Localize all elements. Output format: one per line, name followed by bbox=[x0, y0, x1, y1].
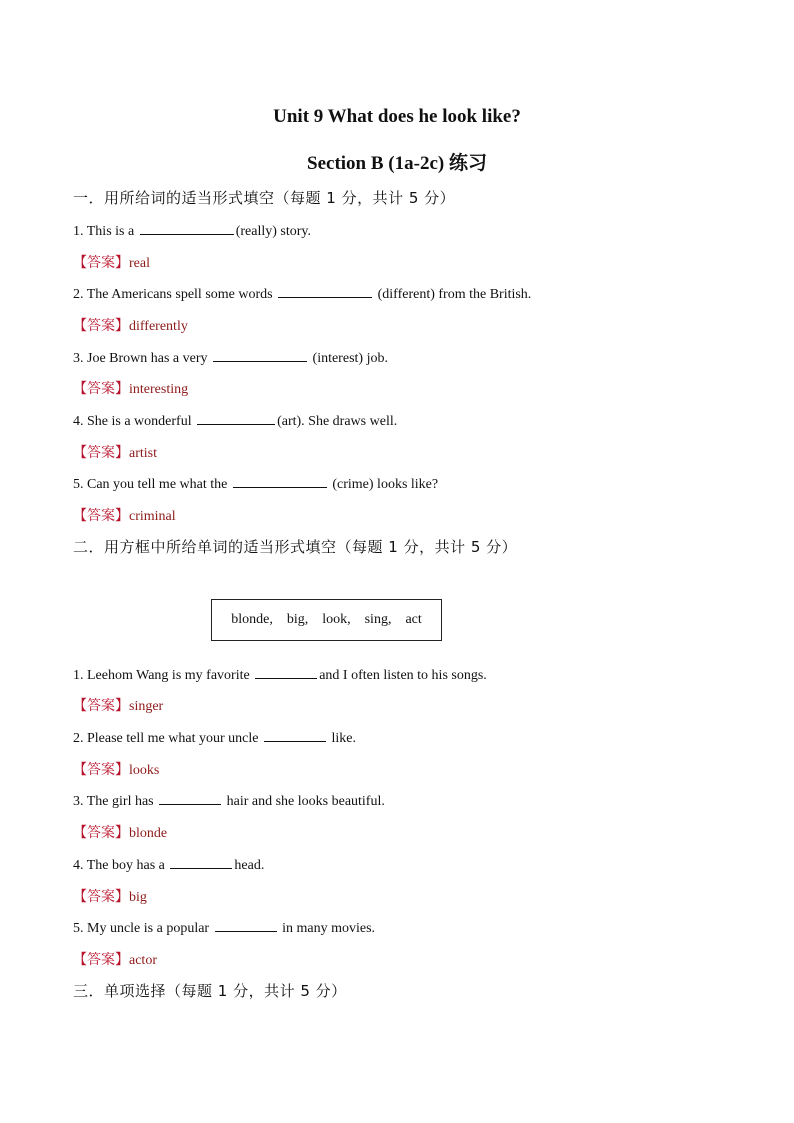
answer-tag: 【答案】 bbox=[73, 889, 129, 905]
question-text: (crime) looks like? bbox=[328, 477, 439, 492]
answer-1-5 bbox=[73, 505, 176, 525]
question-text: 5. Can you tell me what the bbox=[73, 477, 231, 492]
section-heading-1: 一．用所给词的适当形式填空（每题 1 分，共计 5 分） bbox=[73, 189, 456, 207]
answer-blank bbox=[264, 727, 326, 742]
question-text: 4. She is a wonderful bbox=[73, 414, 196, 429]
question-2-5 bbox=[73, 917, 375, 937]
answer-tag: 【答案】 bbox=[73, 445, 129, 461]
answer-tag: 【答案】 bbox=[73, 825, 129, 841]
answer-text: actor bbox=[129, 953, 157, 968]
question-text: in many movies. bbox=[278, 921, 376, 936]
answer-text: interesting bbox=[129, 382, 189, 397]
answer-1-4 bbox=[73, 442, 157, 462]
answer-blank bbox=[140, 220, 234, 235]
question-1-2 bbox=[73, 283, 531, 303]
question-1-4 bbox=[73, 410, 397, 430]
answer-blank bbox=[170, 854, 232, 869]
question-text: 1. Leehom Wang is my favorite bbox=[73, 668, 254, 683]
answer-blank bbox=[233, 473, 327, 488]
question-text: 3. Joe Brown has a very bbox=[73, 351, 212, 366]
answer-blank bbox=[213, 347, 307, 362]
answer-text: blonde bbox=[129, 826, 168, 841]
answer-tag: 【答案】 bbox=[73, 381, 129, 397]
question-text: 4. The boy has a bbox=[73, 858, 169, 873]
question-text: (really) story. bbox=[235, 224, 311, 239]
answer-text: differently bbox=[129, 319, 188, 334]
answer-tag: 【答案】 bbox=[73, 762, 129, 778]
section-heading-2: 二．用方框中所给单词的适当形式填空（每题 1 分，共计 5 分） bbox=[73, 538, 518, 556]
question-text: head. bbox=[234, 858, 265, 873]
answer-2-5 bbox=[73, 949, 157, 969]
question-1-3 bbox=[73, 347, 388, 367]
question-text: 1. This is a bbox=[73, 224, 138, 239]
answer-tag: 【答案】 bbox=[73, 255, 129, 271]
question-text: like. bbox=[327, 731, 356, 746]
answer-blank bbox=[278, 283, 372, 298]
page-title: Unit 9 What does he look like? bbox=[273, 106, 521, 127]
answer-1-3 bbox=[73, 378, 188, 398]
answer-text: looks bbox=[129, 763, 160, 778]
word-box-text: blonde, big, look, sing, act bbox=[231, 612, 422, 627]
answer-2-4 bbox=[73, 886, 147, 906]
answer-2-3 bbox=[73, 822, 167, 842]
question-2-3 bbox=[73, 790, 385, 810]
answer-tag: 【答案】 bbox=[73, 952, 129, 968]
question-text: (interest) job. bbox=[309, 351, 388, 366]
question-text: and I often listen to his songs. bbox=[319, 668, 487, 683]
question-text: (different) from the British. bbox=[374, 287, 532, 302]
answer-tag: 【答案】 bbox=[73, 318, 129, 334]
question-text: 3. The girl has bbox=[73, 794, 158, 809]
answer-2-1 bbox=[73, 695, 163, 715]
page-subtitle: Section B (1a-2c) 练习 bbox=[307, 153, 487, 174]
answer-2-2 bbox=[73, 759, 159, 779]
answer-1-1 bbox=[73, 252, 150, 272]
answer-text: singer bbox=[129, 699, 164, 714]
answer-text: real bbox=[129, 256, 150, 271]
question-text: (art). She draws well. bbox=[277, 414, 398, 429]
answer-blank bbox=[255, 664, 317, 679]
answer-blank bbox=[215, 917, 277, 932]
answer-tag: 【答案】 bbox=[73, 508, 129, 524]
question-text: hair and she looks beautiful. bbox=[223, 794, 385, 809]
answer-1-2 bbox=[73, 315, 188, 335]
answer-blank bbox=[159, 790, 221, 805]
question-text: 5. My uncle is a popular bbox=[73, 921, 213, 936]
question-1-5 bbox=[73, 473, 438, 493]
answer-text: big bbox=[129, 890, 147, 905]
question-text: 2. Please tell me what your uncle bbox=[73, 731, 262, 746]
answer-tag: 【答案】 bbox=[73, 698, 129, 714]
section-heading-3: 三．单项选择（每题 1 分，共计 5 分） bbox=[73, 982, 347, 1000]
question-2-2 bbox=[73, 727, 356, 747]
question-1-1 bbox=[73, 220, 311, 240]
question-2-4 bbox=[73, 854, 264, 874]
answer-blank bbox=[197, 410, 275, 425]
answer-text: criminal bbox=[129, 509, 176, 524]
word-box bbox=[211, 599, 442, 641]
answer-text: artist bbox=[129, 446, 157, 461]
question-text: 2. The Americans spell some words bbox=[73, 287, 277, 302]
question-2-1 bbox=[73, 664, 487, 684]
